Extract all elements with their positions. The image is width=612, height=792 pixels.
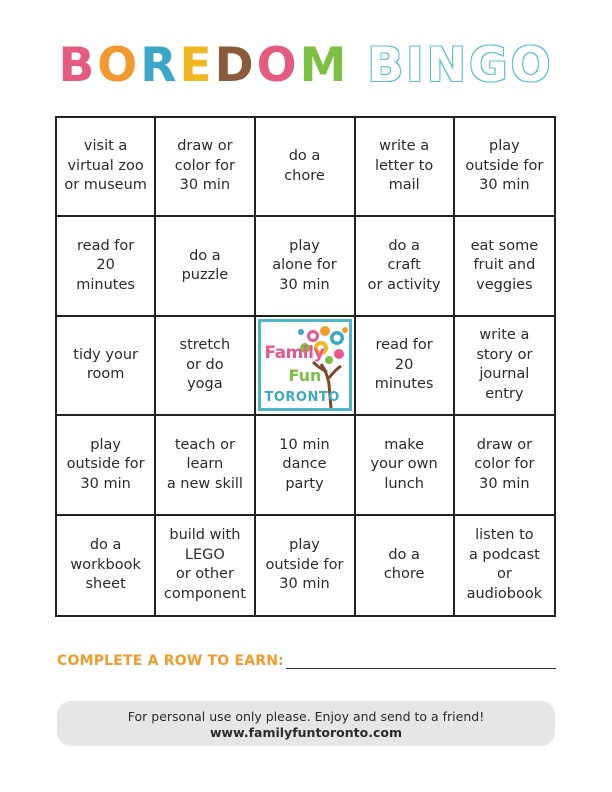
bingo-cell-text: listen to a podcast or audiobook xyxy=(466,527,543,602)
footer-url[interactable]: www.familyfuntoronto.com xyxy=(210,725,402,740)
bingo-cell-text: stretch or do yoga xyxy=(179,337,231,393)
bingo-cell[interactable] xyxy=(356,516,455,615)
bingo-cell-text: read for 20 minutes xyxy=(76,237,135,293)
bingo-cell[interactable] xyxy=(356,317,455,416)
logo-word-fun: Fun xyxy=(288,366,322,386)
complete-row-label: COMPLETE A ROW TO EARN: xyxy=(57,653,284,669)
logo-word-toronto: TORONTO xyxy=(264,390,340,406)
bingo-cell[interactable] xyxy=(455,317,554,416)
bingo-cell-text: play outside for 30 min xyxy=(265,537,344,593)
bingo-cell-text: do a chore xyxy=(383,546,425,583)
bingo-cell[interactable] xyxy=(57,416,156,515)
bingo-cell-text: read for 20 minutes xyxy=(374,337,434,393)
title-word-boredom xyxy=(58,38,349,93)
title-letter: B xyxy=(58,38,98,93)
bingo-cell[interactable] xyxy=(256,217,356,316)
bingo-cell-text: teach or learn a new skill xyxy=(166,436,243,492)
bingo-cell[interactable] xyxy=(156,217,255,316)
bingo-cell-text: draw or color for 30 min xyxy=(174,138,235,194)
logo-word-family: Family xyxy=(264,343,325,364)
bingo-cell[interactable] xyxy=(256,516,356,615)
earn-blank-line xyxy=(286,668,556,669)
bingo-cell-text: do a workbook sheet xyxy=(70,537,141,593)
bingo-cell[interactable] xyxy=(256,118,356,217)
bingo-cell[interactable] xyxy=(455,217,554,316)
bingo-cell-text: play outside for 30 min xyxy=(465,138,544,194)
bingo-cell[interactable] xyxy=(57,516,156,615)
page-title xyxy=(0,38,612,94)
footer-banner xyxy=(57,701,555,746)
bingo-cell[interactable] xyxy=(156,416,255,515)
bingo-cell-text: do a craft or activity xyxy=(367,237,441,293)
bingo-cell[interactable] xyxy=(356,217,455,316)
bingo-cell[interactable] xyxy=(356,416,455,515)
bingo-cell-text: play alone for 30 min xyxy=(272,237,337,293)
bingo-cell[interactable] xyxy=(156,317,255,416)
bingo-cell-text: 10 min dance party xyxy=(279,436,330,492)
title-letter: O xyxy=(256,38,300,93)
bingo-cell-text: make your own lunch xyxy=(370,436,438,492)
bingo-cell[interactable] xyxy=(455,416,554,515)
bingo-cell-text: write a story or journal entry xyxy=(476,327,533,402)
bingo-cell-free-logo[interactable] xyxy=(256,317,356,416)
bingo-cell[interactable] xyxy=(455,516,554,615)
bingo-cell-text: write a letter to mail xyxy=(374,138,434,194)
bingo-cell-text: draw or color for 30 min xyxy=(474,436,535,492)
bingo-cell[interactable] xyxy=(256,416,356,515)
bingo-cell-text: tidy your room xyxy=(73,346,138,383)
bingo-cell[interactable] xyxy=(57,217,156,316)
bingo-cell-text: eat some fruit and veggies xyxy=(470,237,539,293)
title-letter: D xyxy=(214,38,257,93)
bingo-cell[interactable] xyxy=(356,118,455,217)
bingo-cell[interactable] xyxy=(57,317,156,416)
title-letter: R xyxy=(140,38,180,93)
title-word-bingo: BINGO xyxy=(367,38,554,93)
title-letter: O xyxy=(97,38,141,93)
bingo-cell[interactable] xyxy=(156,516,255,615)
bingo-cell-text: build with LEGO or other component xyxy=(163,527,246,602)
title-letter: M xyxy=(299,38,350,93)
title-letter: E xyxy=(179,38,215,93)
bingo-cell-text: visit a virtual zoo or museum xyxy=(64,138,147,194)
bingo-cell-text: do a puzzle xyxy=(181,247,229,284)
family-fun-toronto-logo xyxy=(258,319,352,411)
footer-note: For personal use only please. Enjoy and send to a friend! xyxy=(127,709,485,724)
bingo-grid xyxy=(55,116,556,617)
bingo-cell-text: do a chore xyxy=(284,148,325,184)
bingo-cell[interactable] xyxy=(156,118,255,217)
bingo-cell-text: play outside for 30 min xyxy=(66,436,145,492)
bingo-cell[interactable] xyxy=(455,118,554,217)
bingo-cell[interactable] xyxy=(57,118,156,217)
